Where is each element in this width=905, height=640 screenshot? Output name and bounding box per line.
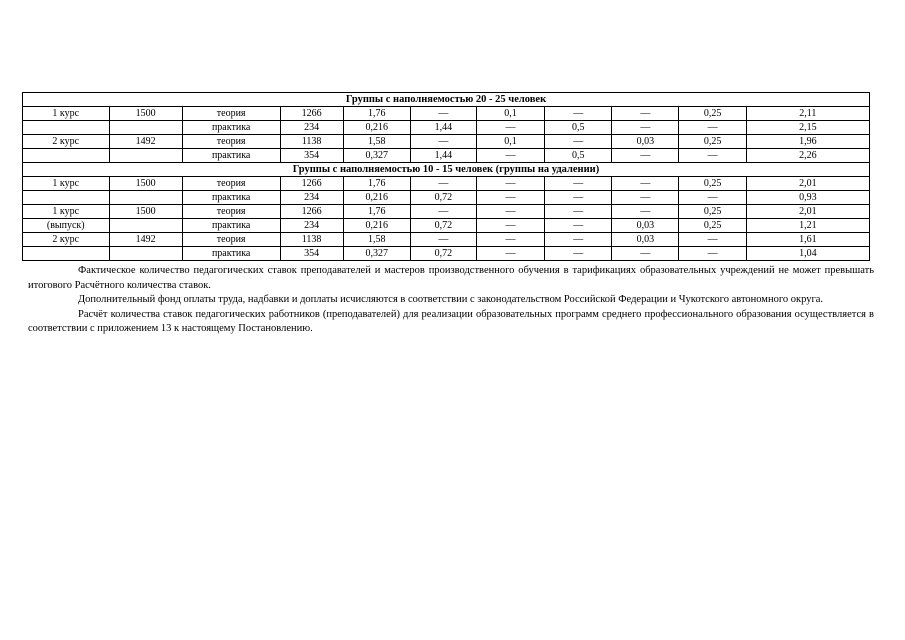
- table-cell: —: [679, 247, 746, 261]
- table-cell: 234: [280, 219, 343, 233]
- table-cell: 234: [280, 191, 343, 205]
- paragraph-max-rates: Фактическое количество педагогических ставок преподавателей и мастеров производственного обучения в тарификациях образовательных учреждений не может превышать итогового Расчётного количества ставок.: [28, 265, 874, 291]
- table-cell: 234: [280, 121, 343, 135]
- table-cell: —: [545, 135, 612, 149]
- table-cell: —: [612, 107, 679, 121]
- table-cell: —: [476, 149, 544, 163]
- table-row: [23, 135, 870, 149]
- table-cell: —: [476, 177, 544, 191]
- table-cell: —: [679, 233, 746, 247]
- table-cell: 0,25: [679, 205, 746, 219]
- table-cell: —: [679, 191, 746, 205]
- table-cell: —: [612, 191, 679, 205]
- paragraph-calculation: Расчёт количества ставок педагогических работников (преподавателей) для реализации образовательных программ среднего профессионального образования осуществляется в соответствии с приложением 13 к настоящему Постановлению.: [28, 308, 874, 334]
- table-cell: 0,25: [679, 107, 746, 121]
- table-cell: 0,5: [545, 149, 612, 163]
- table-cell: [23, 191, 110, 205]
- table-cell: 0,25: [679, 135, 746, 149]
- table-cell: 2,11: [746, 107, 869, 121]
- table-cell: 1500: [109, 177, 182, 191]
- table-cell: 354: [280, 149, 343, 163]
- table-cell: 0,72: [410, 219, 476, 233]
- table-cell: 1,76: [343, 205, 410, 219]
- table-cell: 2,01: [746, 177, 869, 191]
- table-cell: теория: [182, 233, 280, 247]
- table-cell: 2 курс: [23, 233, 110, 247]
- table-cell: практика: [182, 149, 280, 163]
- table-row: [23, 205, 870, 219]
- table-cell: [109, 121, 182, 135]
- table-cell: 2,01: [746, 205, 869, 219]
- table-cell: 0,327: [343, 149, 410, 163]
- table-cell: —: [476, 121, 544, 135]
- table-cell: —: [476, 233, 544, 247]
- table-cell: 1138: [280, 135, 343, 149]
- table-cell: 0,216: [343, 191, 410, 205]
- table-cell: —: [410, 205, 476, 219]
- table-cell: 0,1: [476, 107, 544, 121]
- table-cell: 1,76: [343, 177, 410, 191]
- table-cell: 1,96: [746, 135, 869, 149]
- table-cell: [23, 149, 110, 163]
- table-cell: практика: [182, 247, 280, 261]
- table-cell: —: [545, 107, 612, 121]
- table-cell: —: [545, 247, 612, 261]
- table-cell: —: [679, 121, 746, 135]
- table-cell: 1500: [109, 107, 182, 121]
- table-cell: 0,72: [410, 247, 476, 261]
- table-cell: 0,216: [343, 121, 410, 135]
- table-cell: —: [410, 177, 476, 191]
- table-cell: 1500: [109, 205, 182, 219]
- table-cell: 1266: [280, 177, 343, 191]
- table-cell: 0,72: [410, 191, 476, 205]
- table-cell: [109, 149, 182, 163]
- group-title: Группы с наполняемостью 10 - 15 человек (группы на удалении): [23, 163, 870, 177]
- group-title: Группы с наполняемостью 20 - 25 человек: [23, 93, 870, 107]
- table-cell: [109, 191, 182, 205]
- table-cell: теория: [182, 135, 280, 149]
- table-cell: —: [612, 149, 679, 163]
- table-cell: —: [545, 233, 612, 247]
- table-cell: 0,03: [612, 135, 679, 149]
- table-row: [23, 247, 870, 261]
- table-row: [23, 107, 870, 121]
- rates-table: [22, 92, 870, 261]
- table-cell: [109, 219, 182, 233]
- table-cell: 0,327: [343, 247, 410, 261]
- table-cell: (выпуск): [23, 219, 110, 233]
- table-cell: [23, 247, 110, 261]
- table-cell: —: [545, 205, 612, 219]
- table-cell: 1,58: [343, 233, 410, 247]
- table-cell: 1 курс: [23, 177, 110, 191]
- table-cell: 1492: [109, 135, 182, 149]
- table-row: [23, 219, 870, 233]
- table-cell: 0,25: [679, 219, 746, 233]
- table-cell: —: [476, 219, 544, 233]
- table-cell: практика: [182, 121, 280, 135]
- table-cell: 1,76: [343, 107, 410, 121]
- table-cell: 0,216: [343, 219, 410, 233]
- table-cell: 1 курс: [23, 205, 110, 219]
- table-cell: 1138: [280, 233, 343, 247]
- table-cell: 2,15: [746, 121, 869, 135]
- table-cell: 1,61: [746, 233, 869, 247]
- table-cell: 1,44: [410, 149, 476, 163]
- table-cell: 1266: [280, 107, 343, 121]
- table-cell: теория: [182, 205, 280, 219]
- table-cell: 0,03: [612, 219, 679, 233]
- table-cell: —: [612, 205, 679, 219]
- table-cell: 0,5: [545, 121, 612, 135]
- table-row: [23, 149, 870, 163]
- table-cell: практика: [182, 191, 280, 205]
- table-cell: 2,26: [746, 149, 869, 163]
- table-cell: —: [612, 121, 679, 135]
- table-cell: 0,25: [679, 177, 746, 191]
- paragraph-additional-fund: Дополнительный фонд оплаты труда, надбавки и доплаты исчисляются в соответствии с законодательством Российской Федерации и Чукотского автономного округа.: [78, 294, 824, 305]
- table-row: [23, 177, 870, 191]
- table-cell: 354: [280, 247, 343, 261]
- table-cell: 1,58: [343, 135, 410, 149]
- table-cell: [23, 121, 110, 135]
- table-cell: —: [679, 149, 746, 163]
- table-cell: —: [545, 191, 612, 205]
- table-cell: —: [410, 233, 476, 247]
- table-cell: 2 курс: [23, 135, 110, 149]
- table-cell: 1,04: [746, 247, 869, 261]
- table-cell: 1492: [109, 233, 182, 247]
- table-cell: 1 курс: [23, 107, 110, 121]
- table-cell: —: [410, 107, 476, 121]
- table-cell: —: [476, 205, 544, 219]
- table-cell: 1266: [280, 205, 343, 219]
- table-cell: —: [476, 247, 544, 261]
- table-cell: —: [410, 135, 476, 149]
- table-cell: 0,03: [612, 233, 679, 247]
- table-cell: [109, 247, 182, 261]
- table-cell: —: [612, 177, 679, 191]
- table-cell: —: [545, 219, 612, 233]
- text-block: [28, 264, 874, 337]
- table-cell: 1,21: [746, 219, 869, 233]
- table-row: [23, 121, 870, 135]
- group-header-row: [23, 93, 870, 107]
- table-cell: —: [545, 177, 612, 191]
- table-cell: 0,93: [746, 191, 869, 205]
- table-cell: практика: [182, 219, 280, 233]
- table-row: [23, 191, 870, 205]
- table-row: [23, 233, 870, 247]
- rates-table-body: [23, 93, 870, 261]
- table-cell: теория: [182, 107, 280, 121]
- table-cell: 1,44: [410, 121, 476, 135]
- table-cell: —: [476, 191, 544, 205]
- table-cell: 0,1: [476, 135, 544, 149]
- group-header-row: [23, 163, 870, 177]
- table-cell: —: [612, 247, 679, 261]
- table-cell: теория: [182, 177, 280, 191]
